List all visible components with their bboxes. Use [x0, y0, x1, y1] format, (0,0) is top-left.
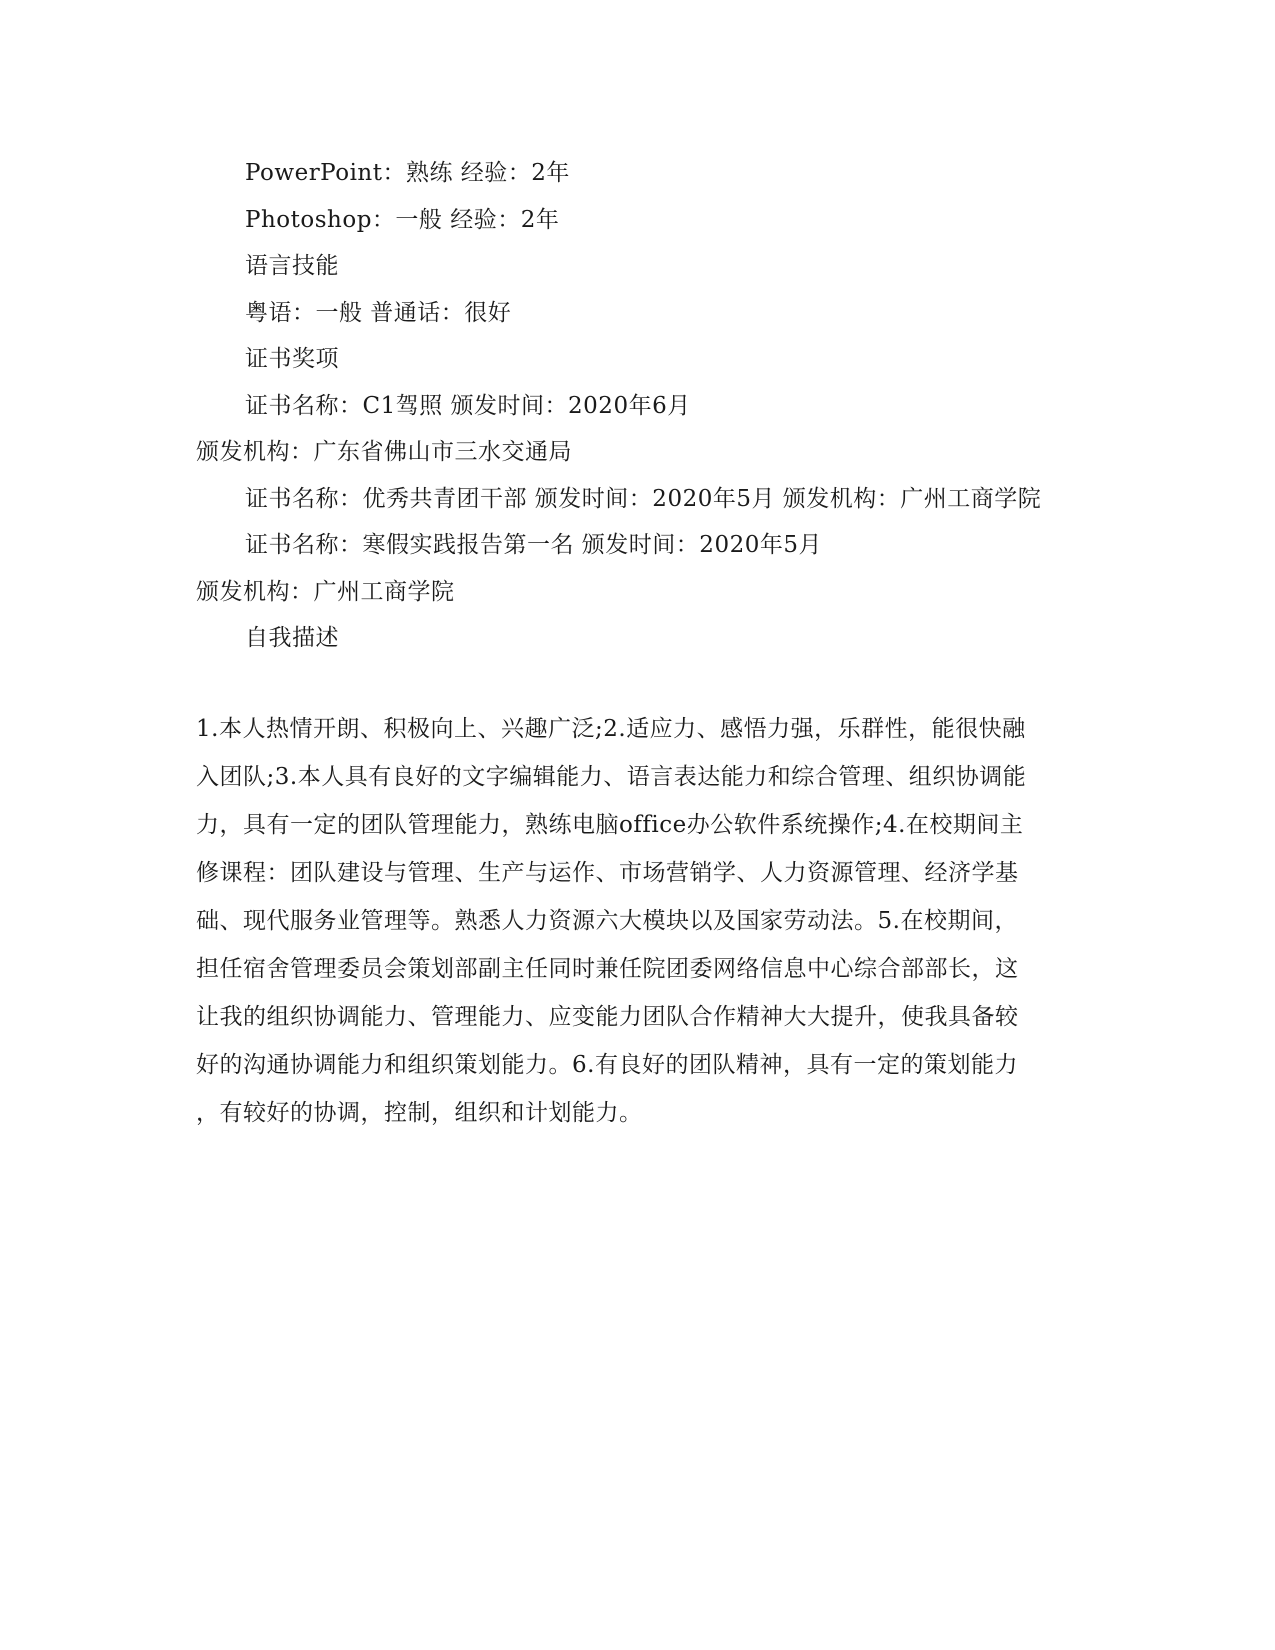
paragraph-line: 让我的组织协调能力、管理能力、应变能力团队合作精神大大提升，使我具备较	[196, 1004, 1019, 1030]
self-description-paragraph	[196, 714, 1076, 1146]
paragraph-line: 1.本人热情开朗、积极向上、兴趣广泛;2.适应力、感悟力强，乐群性，能很快融	[196, 716, 1026, 742]
skill-powerpoint: PowerPoint：熟练 经验：2年	[245, 160, 570, 186]
paragraph-line: ，有较好的协调，控制，组织和计划能力。	[196, 1100, 643, 1126]
certificate-line: 证书名称：C1驾照 颁发时间：2020年6月	[245, 393, 691, 419]
certificate-line: 颁发机构：广州工商学院	[196, 579, 455, 605]
paragraph-line: 担任宿舍管理委员会策划部副主任同时兼任院团委网络信息中心综合部部长，这	[196, 956, 1019, 982]
paragraph-line: 力，具有一定的团队管理能力，熟练电脑office办公软件系统操作;4.在校期间主	[196, 812, 1024, 838]
self-description-heading: 自我描述	[245, 625, 339, 651]
certificate-line: 证书名称：寒假实践报告第一名 颁发时间：2020年5月	[245, 532, 822, 558]
language-detail: 粤语：一般 普通话：很好	[245, 300, 512, 326]
certificate-line: 颁发机构：广东省佛山市三水交通局	[196, 439, 572, 465]
certificate-line: 证书名称：优秀共青团干部 颁发时间：2020年5月 颁发机构：广州工商学院	[245, 486, 1042, 512]
paragraph-line: 础、现代服务业管理等。熟悉人力资源六大模块以及国家劳动法。5.在校期间，	[196, 908, 1018, 934]
language-heading: 语言技能	[245, 253, 339, 279]
certificates-heading: 证书奖项	[245, 346, 339, 372]
paragraph-line: 修课程：团队建设与管理、生产与运作、市场营销学、人力资源管理、经济学基	[196, 860, 1019, 886]
paragraph-line: 入团队;3.本人具有良好的文字编辑能力、语言表达能力和综合管理、组织协调能	[196, 764, 1027, 790]
paragraph-line: 好的沟通协调能力和组织策划能力。6.有良好的团队精神，具有一定的策划能力	[196, 1052, 1018, 1078]
skill-photoshop: Photoshop：一般 经验：2年	[245, 207, 560, 233]
